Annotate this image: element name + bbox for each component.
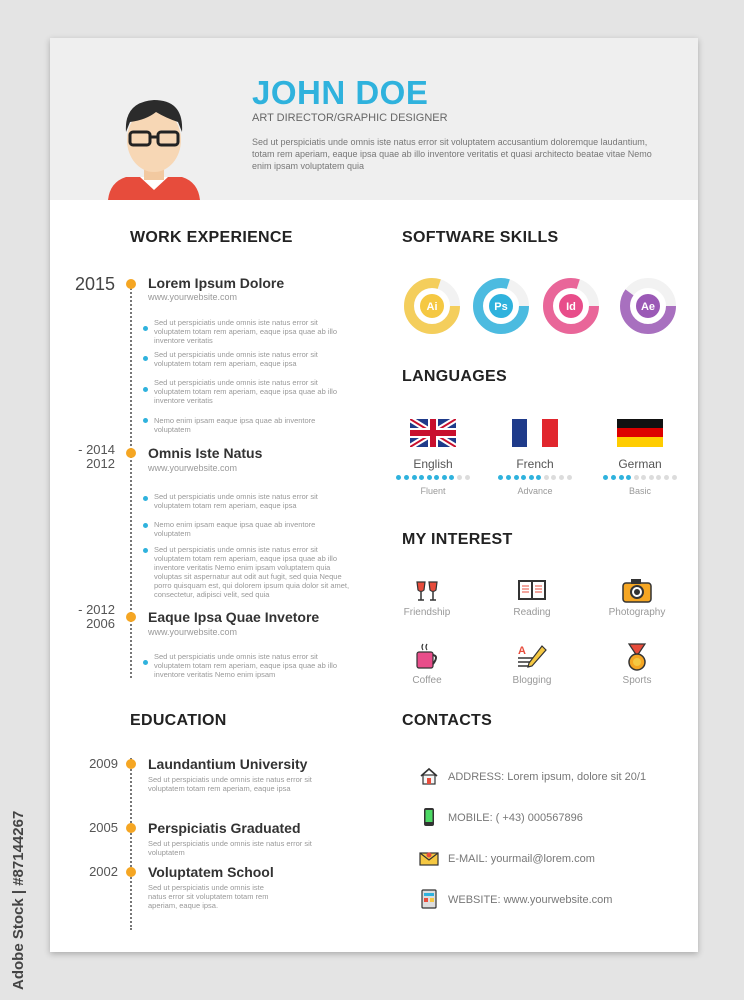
timeline-dot bbox=[126, 867, 136, 877]
language-level-dot bbox=[544, 475, 549, 480]
work-heading: WORK EXPERIENCE bbox=[130, 229, 293, 246]
bullet-dot bbox=[143, 523, 148, 528]
bullet-dot bbox=[143, 356, 148, 361]
language-level-dot bbox=[529, 475, 534, 480]
job-website: www.yourwebsite.com bbox=[148, 627, 238, 637]
language-level: Advance bbox=[517, 486, 553, 496]
timeline-dot bbox=[126, 612, 136, 622]
germany-flag-icon bbox=[617, 419, 663, 447]
phone-icon bbox=[419, 807, 439, 827]
interest-label: Photography bbox=[608, 607, 666, 618]
job-title: Lorem Ipsum Dolore bbox=[148, 275, 285, 291]
aftereffects-skill-icon bbox=[619, 277, 677, 335]
skill-label: Ps bbox=[494, 301, 508, 313]
edu-year: 2005 bbox=[89, 820, 118, 835]
contact-mobile: MOBILE: ( +43) 000567896 bbox=[448, 812, 583, 824]
wine-glasses-icon bbox=[413, 576, 441, 604]
edu-year: 2002 bbox=[89, 864, 118, 879]
language-level-dot bbox=[559, 475, 564, 480]
contact-address: ADDRESS: Lorem ipsum, dolore sit 20/1 bbox=[448, 771, 647, 783]
interest-reading bbox=[492, 576, 572, 618]
language-level-dots bbox=[388, 475, 478, 483]
svg-text:A: A bbox=[518, 645, 526, 657]
language-name: French bbox=[516, 457, 554, 471]
interest-photography bbox=[597, 576, 677, 618]
job-title: Eaque Ipsa Quae Invetore bbox=[148, 609, 320, 625]
edu-title: Perspiciatis Graduated bbox=[148, 820, 301, 836]
job-bullet: Sed ut perspiciatis unde omnis iste natus error sit voluptatem totam rem aperiam, eaque ipsa bbox=[154, 492, 318, 510]
interest-friendship bbox=[387, 576, 467, 618]
job-bullet: Sed ut perspiciatis unde omnis iste natus error sit voluptatem totam rem aperiam, eaque ipsa bbox=[154, 350, 318, 368]
skill-label: Ai bbox=[426, 301, 438, 313]
language-level-dot bbox=[641, 475, 646, 480]
house-icon bbox=[419, 766, 439, 786]
bullet-dot bbox=[143, 326, 148, 331]
contact-email: E-MAIL: yourmail@lorem.com bbox=[448, 853, 595, 865]
indesign-skill-icon bbox=[542, 277, 600, 335]
interest-blogging bbox=[492, 642, 572, 686]
education-timeline bbox=[130, 758, 132, 930]
candidate-name: JOHN DOE bbox=[252, 74, 429, 111]
language-level-dot bbox=[404, 475, 409, 480]
job-year: 2015 bbox=[74, 274, 115, 294]
job-year-end: 2012 bbox=[86, 456, 115, 471]
language-level-dot bbox=[434, 475, 439, 480]
language-level-dot bbox=[551, 475, 556, 480]
language-level-dot bbox=[672, 475, 677, 480]
interest-heading: MY INTEREST bbox=[402, 531, 513, 548]
language-level-dot bbox=[427, 475, 432, 480]
illustrator-skill-icon bbox=[403, 277, 461, 335]
edu-title: Laundantium University bbox=[148, 756, 308, 772]
timeline-dot bbox=[126, 823, 136, 833]
photoshop-skill-icon bbox=[472, 277, 530, 335]
language-level-dot bbox=[536, 475, 541, 480]
camera-icon bbox=[621, 576, 653, 604]
language-german bbox=[595, 419, 685, 496]
language-level-dot bbox=[419, 475, 424, 480]
bullet-dot bbox=[143, 387, 148, 392]
pencil-paper-icon bbox=[516, 642, 548, 672]
uk-flag-icon bbox=[410, 419, 456, 447]
language-level-dot bbox=[664, 475, 669, 480]
language-level-dot bbox=[626, 475, 631, 480]
language-level-dot bbox=[514, 475, 519, 480]
language-level-dot bbox=[521, 475, 526, 480]
language-level-dot bbox=[449, 475, 454, 480]
job-bullet: Nemo enim ipsam eaque ipsa quae ab inventore voluptatem bbox=[154, 416, 316, 434]
language-level-dot bbox=[396, 475, 401, 480]
bullet-dot bbox=[143, 548, 148, 553]
resume-sheet bbox=[50, 38, 698, 952]
language-level-dot bbox=[611, 475, 616, 480]
job-website: www.yourwebsite.com bbox=[148, 292, 238, 302]
language-level-dot bbox=[498, 475, 503, 480]
bullet-dot bbox=[143, 496, 148, 501]
language-level-dot bbox=[442, 475, 447, 480]
skill-label: Id bbox=[566, 301, 576, 313]
timeline-dot bbox=[126, 759, 136, 769]
job-bullet: Sed ut perspiciatis unde omnis iste natus error sit voluptatem totam rem aperiam, eaque ipsa quae ab illo inventore veritatis Nemo enim ipsam bbox=[154, 652, 338, 679]
interest-label: Blogging bbox=[512, 675, 552, 686]
job-title: Omnis Iste Natus bbox=[148, 445, 263, 461]
edu-text: Sed ut perspiciatis unde omnis iste natus error sit voluptatem totam rem aperiam, eaque ipsa. bbox=[148, 883, 269, 910]
edu-year: 2009 bbox=[89, 756, 118, 771]
monitor-icon bbox=[419, 889, 439, 909]
interest-sports bbox=[597, 642, 677, 686]
language-level-dot bbox=[603, 475, 608, 480]
interest-label: Friendship bbox=[403, 607, 451, 618]
language-level: Fluent bbox=[420, 486, 446, 496]
language-level-dot bbox=[506, 475, 511, 480]
avatar bbox=[106, 82, 202, 200]
job-year: - 2014 bbox=[78, 442, 115, 457]
coffee-cup-icon bbox=[413, 642, 441, 672]
language-level-dot bbox=[465, 475, 470, 480]
language-level-dots bbox=[490, 475, 580, 483]
job-website: www.yourwebsite.com bbox=[148, 463, 238, 473]
contact-website: WEBSITE: www.yourwebsite.com bbox=[448, 894, 613, 906]
language-level-dots bbox=[595, 475, 685, 483]
language-name: English bbox=[413, 457, 453, 471]
language-level-dot bbox=[649, 475, 654, 480]
language-level-dot bbox=[412, 475, 417, 480]
timeline-dot bbox=[126, 279, 136, 289]
language-name: German bbox=[618, 457, 662, 471]
interest-label: Sports bbox=[622, 675, 652, 686]
language-level: Basic bbox=[628, 486, 651, 496]
job-bullet: Sed ut perspiciatis unde omnis iste natus error sit voluptatem totam rem aperiam, eaque ipsa quae ab illo inventore veritatis bbox=[154, 378, 338, 405]
education-heading: EDUCATION bbox=[130, 712, 227, 729]
language-level-dot bbox=[619, 475, 624, 480]
language-level-dot bbox=[567, 475, 572, 480]
envelope-icon bbox=[419, 848, 439, 868]
skill-label: Ae bbox=[640, 301, 656, 313]
job-bullet: Sed ut perspiciatis unde omnis iste natus error sit voluptatem totam rem aperiam, eaque ipsa quae ab illo inventore veritatis bbox=[154, 318, 338, 345]
edu-text: Sed ut perspiciatis unde omnis iste natus error sit voluptatem bbox=[148, 839, 312, 857]
bio-text: Sed ut perspiciatis unde omnis iste natus error sit voluptatem accusantium doloremque laudantium, totam rem aperiam, eaque ipsa quae ab illo inventore veritatis et quasi architecto beatae vitae Nemo enim ipsam voluptatem quia bbox=[252, 137, 652, 171]
medal-icon bbox=[623, 642, 651, 672]
job-title: ART DIRECTOR/GRAPHIC DESIGNER bbox=[252, 112, 448, 124]
bullet-dot bbox=[143, 418, 148, 423]
bullet-dot bbox=[143, 660, 148, 665]
job-bullet: Nemo enim ipsam eaque ipsa quae ab inventore voluptatem bbox=[154, 520, 316, 538]
skills-heading: SOFTWARE SKILLS bbox=[402, 229, 559, 246]
book-icon bbox=[516, 576, 548, 604]
stock-watermark: Adobe Stock | #87144267 bbox=[10, 810, 27, 990]
languages-heading: LANGUAGES bbox=[402, 368, 507, 385]
job-bullet: Sed ut perspiciatis unde omnis iste natus error sit voluptatem totam rem aperiam, eaque ipsa quae ab illo inventore veritatis Nemo enim ipsam voluptatem quia voluptas sit aspernatur aut odit aut fugit, sed quia Neque porro quisquam est, qui dolorem ipsum quia dolor sit amet, consectetur, adipisci velit, sed quia bbox=[154, 545, 350, 599]
interest-coffee bbox=[387, 642, 467, 686]
language-french bbox=[490, 419, 580, 496]
language-level-dot bbox=[656, 475, 661, 480]
france-flag-icon bbox=[512, 419, 558, 447]
job-year-end: 2006 bbox=[86, 616, 115, 631]
language-english bbox=[388, 419, 478, 496]
language-level-dot bbox=[634, 475, 639, 480]
contacts-heading: CONTACTS bbox=[402, 712, 493, 729]
job-year: - 2012 bbox=[78, 602, 115, 617]
header bbox=[50, 38, 698, 200]
edu-title: Voluptatem School bbox=[148, 864, 274, 880]
timeline-dot bbox=[126, 448, 136, 458]
language-level-dot bbox=[457, 475, 462, 480]
edu-text: Sed ut perspiciatis unde omnis iste natus error sit voluptatem totam rem aperiam, eaque ipsa bbox=[148, 775, 312, 793]
interest-label: Reading bbox=[513, 607, 551, 618]
interest-label: Coffee bbox=[412, 675, 442, 686]
